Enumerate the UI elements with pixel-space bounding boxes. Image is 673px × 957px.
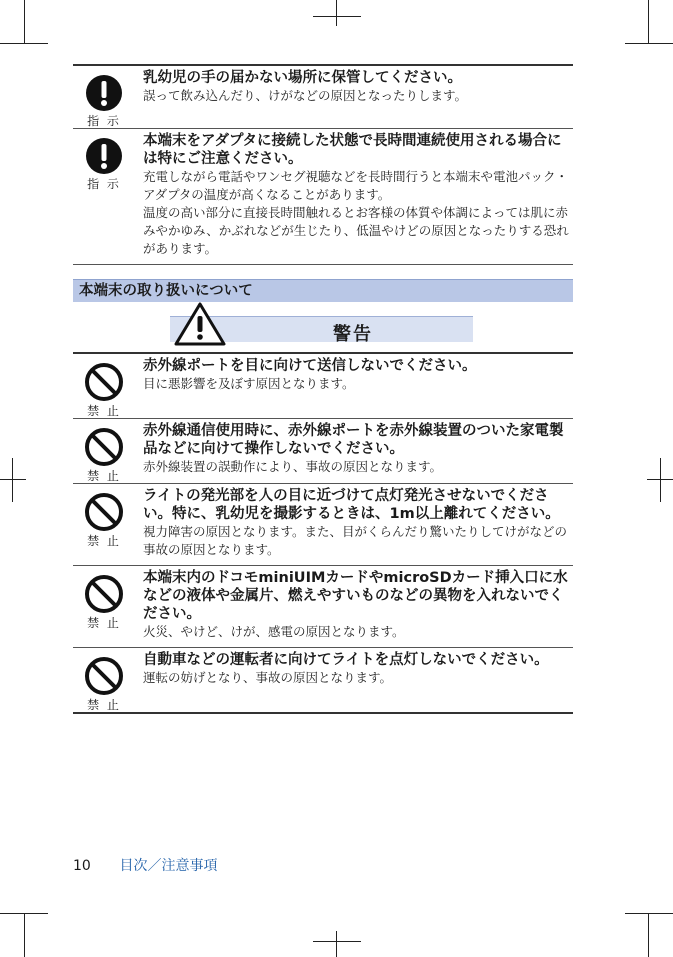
crop-mark [24, 913, 25, 957]
prohibition-label: 禁 止 [87, 616, 121, 630]
prohibition-label: 禁 止 [87, 404, 121, 418]
item-description: 充電しながら電話やワンセグ視聴などを長時間行うと本端末や電池パック・アダプタの温度が高くなることがあります。 [143, 169, 569, 202]
item-heading: 乳幼児の手の届かない場所に保管してください。 [143, 70, 462, 86]
crop-mark [336, 931, 337, 957]
item-heading: 本端末内のドコモminiUIMカードやmicroSDカード挿入口に水などの液体や金属片、燃えやすいものなどの異物を入れないでください。 [143, 570, 568, 622]
section-title: 本端末の取り扱いについて [73, 279, 573, 302]
prohibited-icon [84, 427, 124, 467]
item-heading: 自動車などの運転者に向けてライトを点灯しないでください。 [143, 652, 549, 668]
prohibited-icon [84, 574, 124, 614]
item-description: 赤外線装置の誤動作により、事故の原因となります。 [143, 459, 443, 474]
prohibition-item [73, 566, 573, 648]
crop-mark [625, 43, 673, 44]
exclamation-icon [85, 74, 123, 112]
instruction-label: 指 示 [87, 114, 121, 128]
item-description: 誤って飲み込んだり、けがなどの原因となったりします。 [143, 88, 468, 103]
item-heading: 赤外線ポートを目に向けて送信しないでください。 [143, 358, 477, 374]
item-description: 視力障害の原因となります。また、目がくらんだり驚いたりしてけがなどの事故の原因となります。 [143, 524, 568, 557]
crop-mark [648, 913, 649, 957]
warning-label: 警告 [333, 324, 373, 345]
page-number: 10 [73, 858, 91, 874]
crop-mark [24, 0, 25, 43]
crop-mark [313, 16, 361, 17]
crop-mark [336, 0, 337, 26]
instruction-label: 指 示 [87, 177, 121, 191]
crop-mark [0, 43, 48, 44]
exclamation-icon [85, 137, 123, 175]
prohibition-label: 禁 止 [87, 469, 121, 483]
crop-mark [660, 458, 661, 502]
item-description: 温度の高い部分に直接長時間触れるとお客様の体質や体調によっては肌に赤みやかゆみ、かぶれなどが生じたり、低温やけどの原因となったりする恐れがあります。 [143, 205, 569, 256]
prohibition-label: 禁 止 [87, 698, 121, 712]
instruction-item [73, 129, 573, 265]
warning-banner [73, 302, 573, 352]
item-heading: ライトの発光部を人の目に近づけて点灯発光させないでください。特に、乳幼児を撮影するときは、1m以上離れてください。 [143, 488, 560, 522]
prohibited-icon [84, 492, 124, 532]
prohibition-item [73, 354, 573, 419]
prohibition-label: 禁 止 [87, 534, 121, 548]
item-heading: 赤外線通信使用時に、赤外線ポートを赤外線装置のついた家電製品などに向けて操作しないでください。 [143, 423, 564, 457]
item-description: 運転の妨げとなり、事故の原因となります。 [143, 670, 393, 685]
page-footer [73, 855, 217, 875]
crop-mark [12, 458, 13, 502]
item-heading: 本端末をアダプタに接続した状態で長時間連続使用される場合には特にご注意ください。 [143, 133, 562, 167]
crop-mark [313, 941, 361, 942]
item-description: 目に悪影響を及ぼす原因となります。 [143, 376, 355, 391]
crop-mark [625, 913, 673, 914]
toc-link[interactable]: 目次／注意事項 [119, 858, 218, 874]
page-content [73, 64, 573, 714]
prohibition-item [73, 419, 573, 484]
prohibition-item [73, 484, 573, 566]
warning-triangle-icon [174, 302, 226, 346]
crop-mark [0, 479, 26, 480]
crop-mark [648, 0, 649, 43]
item-description: 火災、やけど、けが、感電の原因となります。 [143, 624, 405, 639]
instruction-item [73, 66, 573, 129]
prohibition-item [73, 648, 573, 714]
prohibited-icon [84, 656, 124, 696]
prohibited-icon [84, 362, 124, 402]
